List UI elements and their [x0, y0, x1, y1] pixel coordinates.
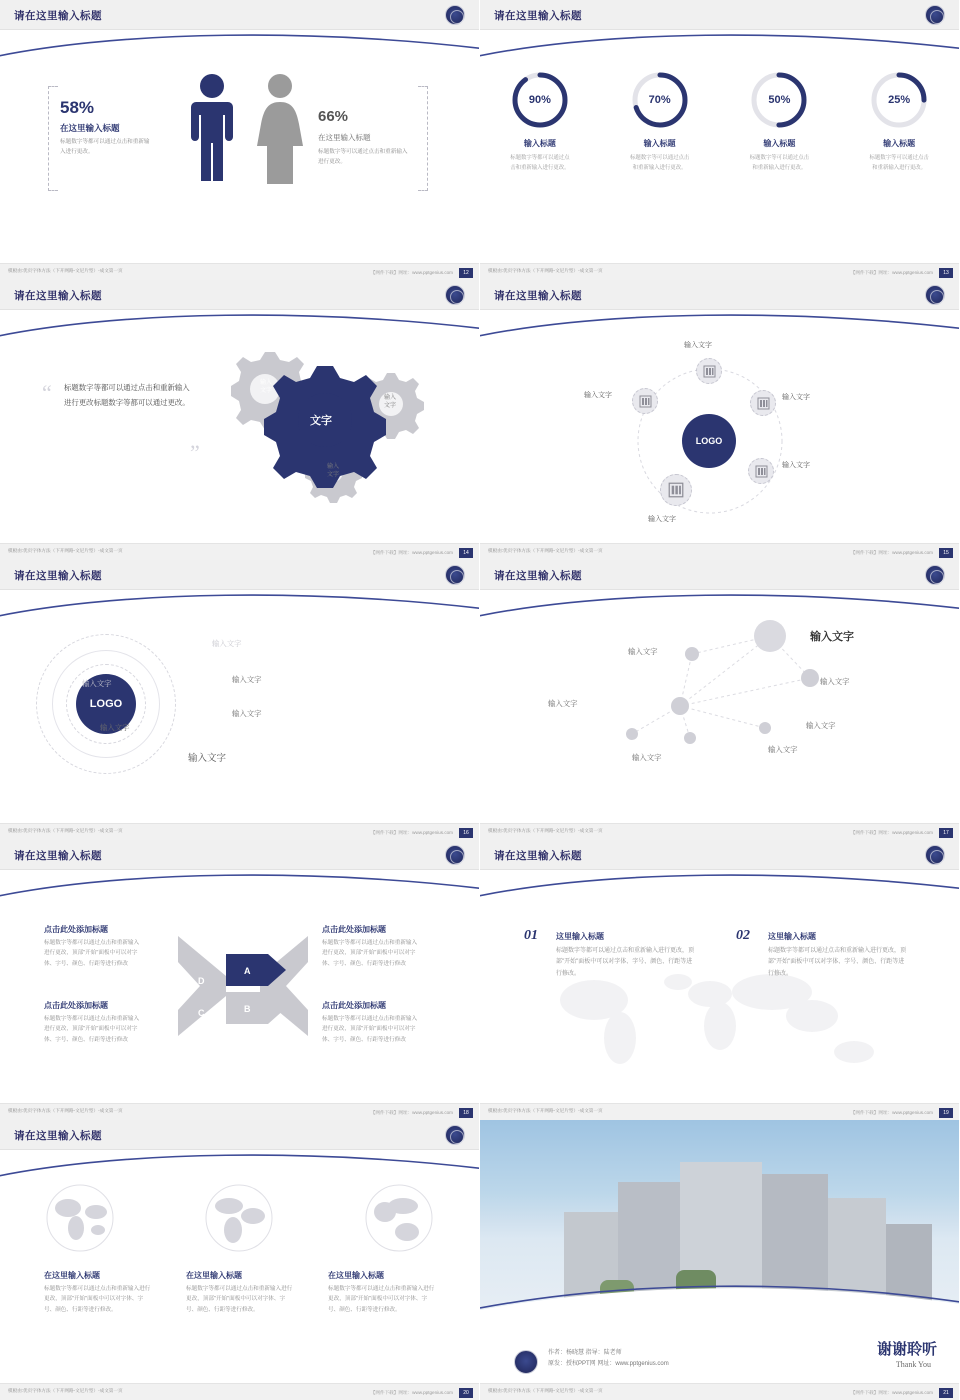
donut-value: 90%	[528, 94, 551, 106]
slide-title: 请在这里输入标题	[14, 290, 102, 302]
slide-footer	[480, 263, 959, 280]
hub-node-top-label: 输入文字	[684, 342, 712, 349]
item-1-desc: 标题数字等都可以通过点击和重新输入进行更改，顶部"开始"面板中可以对字体、字号、颜色、行距等进行修改。	[556, 948, 695, 977]
donut-title: 输入标题	[763, 139, 796, 148]
building-icon	[755, 465, 768, 478]
left-stat-title: 在这里输入标题	[60, 123, 120, 133]
photo-swoosh-decoration	[480, 1280, 960, 1324]
donut-desc: 标题数字等可以通过点击和重新输入进行更改。	[869, 155, 929, 171]
seal-logo-icon	[514, 1350, 538, 1374]
slide-three-globes	[0, 1120, 480, 1400]
left-stat-desc: 标题数字等都可以通过点击和重新输入进行更改。	[60, 139, 150, 155]
network-label-3: 输入文字	[820, 677, 850, 686]
slide-two-numbered	[480, 840, 960, 1120]
donut-item	[849, 70, 949, 173]
slide-footer	[480, 823, 959, 840]
page-number: 18	[459, 1108, 473, 1118]
ring-label-4: 输入文字	[82, 679, 112, 688]
slide-thank-you	[480, 1120, 960, 1400]
slide-title: 请在这里输入标题	[494, 10, 582, 22]
block-2-title: 点击此处添加标题	[322, 925, 386, 934]
page-number: 17	[939, 828, 953, 838]
donut-title: 输入标题	[523, 139, 556, 148]
globe-2-title: 在这里输入标题	[186, 1271, 242, 1280]
slide-title: 请在这里输入标题	[494, 290, 582, 302]
svg-text:C: C	[198, 1008, 205, 1018]
slide-title: 请在这里输入标题	[14, 1130, 102, 1142]
slide-title: 请在这里输入标题	[14, 570, 102, 582]
slide-title: 请在这里输入标题	[494, 570, 582, 582]
ring-label-5: 输入文字	[100, 723, 130, 732]
item-2-number: 02	[736, 928, 750, 943]
footer-credit: 模板由:优页字体方法（下开网路-文尼片型）-成文第一页	[488, 1388, 603, 1393]
block-3-title: 点击此处添加标题	[44, 1001, 108, 1010]
source-line: 原发：授权PPT网 网址：www.pptgenius.com	[548, 1361, 669, 1368]
seal-logo-icon	[445, 565, 465, 585]
footer-credit: 模板由:优页字体方法（下开网路-文尼片型）-成文第一页	[8, 548, 123, 553]
footer-url: 【网件下载】网址：www.pptgenius.com	[850, 1109, 933, 1115]
svg-text:A: A	[244, 966, 251, 976]
donut-value: 70%	[648, 94, 671, 106]
quote-close-icon: ”	[190, 440, 200, 465]
gear-label-1: 输入 文字	[259, 380, 272, 395]
globe-3-desc: 标题数字等都可以通过点击和重新输入进行更改，顶部"开始"面板中可以对字体、字号、颜色、行距等进行修改。	[328, 1286, 435, 1313]
seal-logo-icon	[925, 565, 945, 585]
network-links	[520, 616, 940, 796]
hub-node-right-bottom-label: 输入文字	[782, 462, 810, 469]
hub-node-right-bottom	[748, 458, 774, 484]
seal-logo-icon	[925, 845, 945, 865]
hub-node-right-label: 输入文字	[782, 394, 810, 401]
donut-chart-50	[749, 70, 809, 130]
seal-logo-icon	[445, 845, 465, 865]
block-3-desc: 标题数字等都可以通过点击和重新输入进行更改，顶部"开始"面板中可以对字体、字号、颜色、行距等进行修改	[44, 1016, 140, 1043]
gear-label-main: 文字	[310, 415, 332, 427]
center-logo: LOGO	[76, 674, 136, 734]
footer-url: 【网件下载】网址：www.pptgenius.com	[370, 829, 453, 835]
slide-hub-circle	[480, 280, 960, 560]
page-number: 19	[939, 1108, 953, 1118]
page-number: 15	[939, 548, 953, 558]
footer-credit: 模板由:优页字体方法（下开网路-文尼片型）-成文第一页	[488, 548, 603, 553]
hub-node-right	[750, 390, 776, 416]
donut-value: 50%	[768, 94, 791, 106]
slide-footer	[0, 823, 479, 840]
donut-desc: 标题数字等可以通过点击和重新输入进行更改。	[749, 155, 810, 171]
slide-footer	[480, 1103, 959, 1120]
footer-url: 【网件下载】网址：www.pptgenius.com	[370, 1389, 453, 1395]
seal-logo-icon	[925, 285, 945, 305]
ring-label-1: 输入文字	[212, 639, 242, 648]
ring-label-2: 输入文字	[232, 675, 262, 684]
donut-title: 输入标题	[883, 139, 916, 148]
network-label-main: 输入文字	[810, 631, 854, 643]
donut-value: 25%	[888, 94, 911, 106]
item-1-number: 01	[524, 928, 538, 943]
donut-item	[490, 70, 590, 173]
footer-url: 【网件下载】网址：www.pptgenius.com	[370, 549, 453, 555]
footer-credit: 模板由:优页字体方法（下开网路-文尼片型）-成文第一页	[8, 1388, 123, 1393]
donut-chart-70	[630, 70, 690, 130]
gear-label-2: 输入 文字	[383, 395, 396, 410]
slide-footer	[480, 1383, 959, 1400]
page-number: 12	[459, 268, 473, 278]
seal-logo-icon	[445, 1125, 465, 1145]
slide-donut-stats	[480, 0, 960, 280]
donut-chart-90	[510, 70, 570, 130]
slide-footer	[480, 543, 959, 560]
slide-gender-ratio	[0, 0, 480, 280]
right-bracket-decoration	[418, 86, 428, 191]
thanks-title-en: Thank You	[895, 1360, 931, 1369]
block-2-desc: 标题数字等都可以通过点击和重新输入进行更改，顶部"开始"面板中可以对字体、字号、颜色、行距等进行修改	[322, 940, 418, 967]
male-figure-icon	[186, 72, 238, 184]
donut-chart-25	[869, 70, 929, 130]
seal-logo-icon	[445, 5, 465, 25]
page-number: 16	[459, 828, 473, 838]
network-label-4: 输入文字	[806, 721, 836, 730]
right-stat-desc: 标题数字等可以通过点击和重新输入进行更改。	[318, 149, 408, 165]
author-line: 作者：杨晓慧 指导：陆老师	[548, 1350, 622, 1356]
slide-network	[480, 560, 960, 840]
donut-desc: 标题数字等可以通过点击和重新输入进行更改。	[629, 155, 690, 171]
block-1-desc: 标题数字等都可以通过点击和重新输入进行更改，顶部"开始"面板中可以对字体、字号、颜色、行距等进行修改	[44, 940, 140, 967]
svg-text:B: B	[244, 1004, 251, 1014]
footer-url: 【网件下载】网址：www.pptgenius.com	[850, 549, 933, 555]
block-4-desc: 标题数字等都可以通过点击和重新输入进行更改，顶部"开始"面板中可以对字体、字号、颜色、行距等进行修改	[322, 1016, 418, 1043]
ring-label-6: 输入文字	[188, 753, 227, 764]
block-4-title: 点击此处添加标题	[322, 1001, 386, 1010]
female-figure-icon	[252, 72, 308, 184]
page-number: 20	[459, 1388, 473, 1398]
globe-2-desc: 标题数字等都可以通过点击和重新输入进行更改，顶部"开始"面板中可以对字体、字号、颜色、行距等进行修改。	[186, 1286, 293, 1313]
footer-credit: 模板由:优页字体方法（下开网路-文尼片型）-成文第一页	[8, 268, 123, 273]
block-1-title: 点击此处添加标题	[44, 925, 108, 934]
globe-1-title: 在这里输入标题	[44, 1271, 100, 1280]
globe-1-desc: 标题数字等都可以通过点击和重新输入进行更改，顶部"开始"面板中可以对字体、字号、颜色、行距等进行修改。	[44, 1286, 151, 1313]
seal-logo-icon	[925, 5, 945, 25]
slide-footer	[0, 1103, 479, 1120]
gear-label-3: 输入 文字	[326, 464, 339, 479]
footer-url: 【网件下载】网址：www.pptgenius.com	[370, 269, 453, 275]
hub-center-logo: LOGO	[682, 414, 736, 468]
network-label-5: 输入文字	[768, 745, 798, 754]
hub-node-left	[632, 388, 658, 414]
footer-credit: 模板由:优页字体方法（下开网路-文尼片型）-成文第一页	[8, 828, 123, 833]
hub-node-bottom-label: 输入文字	[648, 516, 676, 523]
hub-node-top	[696, 358, 722, 384]
globe-icon	[203, 1182, 275, 1254]
quote-open-icon: “	[42, 380, 52, 405]
left-percent-value: 58%	[60, 98, 95, 117]
slide-title: 请在这里输入标题	[14, 10, 102, 22]
x-arrow-graphic	[168, 924, 318, 1054]
left-bracket-decoration	[48, 86, 58, 191]
slide-footer	[0, 263, 479, 280]
page-number: 13	[939, 268, 953, 278]
footer-credit: 模板由:优页字体方法（下开网路-文尼片型）-成文第一页	[488, 268, 603, 273]
quote-text: 标题数字等都可以通过点击和重新输入进行更改标题数字等都可以通过更改。	[64, 383, 190, 408]
globe-row	[0, 1182, 479, 1254]
footer-url: 【网件下载】网址：www.pptgenius.com	[850, 1389, 933, 1395]
donut-title: 输入标题	[643, 139, 676, 148]
hub-node-bottom	[660, 474, 692, 506]
slide-footer	[0, 543, 479, 560]
footer-credit: 模板由:优页字体方法（下开网路-文尼片型）-成文第一页	[8, 1108, 123, 1113]
slide-title: 请在这里输入标题	[494, 850, 582, 862]
building-icon	[668, 482, 684, 498]
donut-item	[729, 70, 829, 173]
page-number: 21	[939, 1388, 953, 1398]
right-stat-title: 在这里输入标题	[318, 133, 371, 142]
donut-list	[480, 70, 959, 173]
item-2-desc: 标题数字等都可以通过点击和重新输入进行更改，顶部"开始"面板中可以对字体、字号、颜色、行距等进行修改。	[768, 948, 907, 977]
slide-four-blocks	[0, 840, 480, 1120]
donut-desc: 标题数字等都可以通过点击和重新输入进行更改。	[510, 155, 570, 171]
hub-node-left-label: 输入文字	[584, 392, 612, 399]
slide-concentric-rings	[0, 560, 480, 840]
ring-label-3: 输入文字	[232, 709, 262, 718]
slide-gears	[0, 280, 480, 560]
slide-title: 请在这里输入标题	[14, 850, 102, 862]
page-number: 14	[459, 548, 473, 558]
thanks-title-cn: 谢谢聆听	[876, 1341, 937, 1358]
footer-url: 【网件下载】网址：www.pptgenius.com	[850, 829, 933, 835]
building-icon	[703, 365, 716, 378]
item-2-title: 这里输入标题	[768, 932, 816, 941]
globe-3-title: 在这里输入标题	[328, 1271, 384, 1280]
slide-footer	[0, 1383, 479, 1400]
building-icon	[757, 397, 770, 410]
svg-text:D: D	[198, 976, 205, 986]
footer-url: 【网件下载】网址：www.pptgenius.com	[370, 1109, 453, 1115]
seal-logo-icon	[445, 285, 465, 305]
author-info	[548, 1348, 669, 1371]
item-1-title: 这里输入标题	[556, 932, 604, 941]
globe-icon	[44, 1182, 116, 1254]
network-label-2: 输入文字	[548, 699, 578, 708]
donut-item	[610, 70, 710, 173]
network-label-6: 输入文字	[632, 753, 662, 762]
footer-credit: 模板由:优页字体方法（下开网路-文尼片型）-成文第一页	[488, 1108, 603, 1113]
footer-credit: 模板由:优页字体方法（下开网路-文尼片型）-成文第一页	[488, 828, 603, 833]
right-percent-value: 66%	[318, 108, 349, 125]
network-label-1: 输入文字	[628, 647, 658, 656]
globe-icon	[363, 1182, 435, 1254]
footer-url: 【网件下载】网址：www.pptgenius.com	[850, 269, 933, 275]
building-icon	[639, 395, 652, 408]
